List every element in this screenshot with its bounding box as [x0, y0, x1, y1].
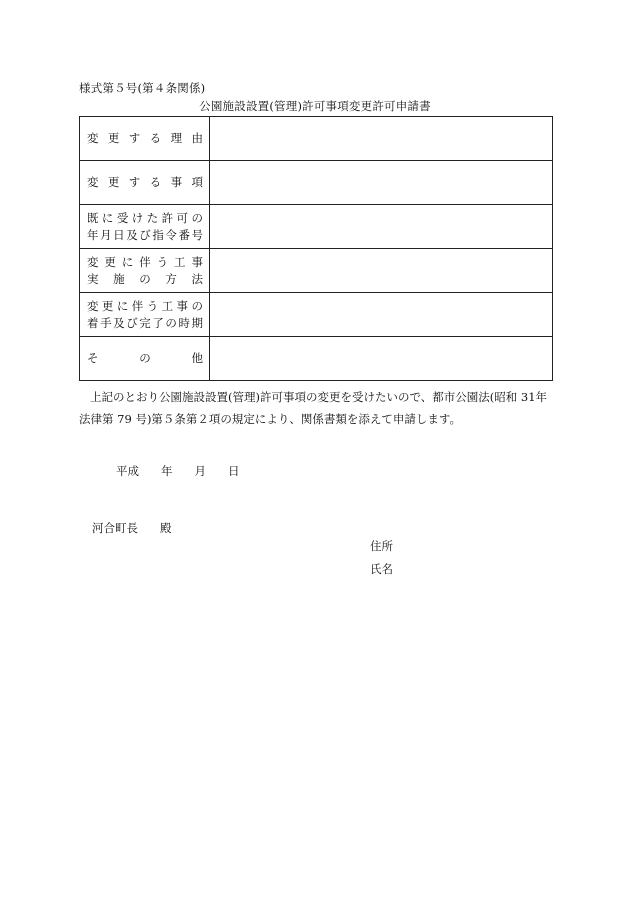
row-value-field[interactable]	[210, 161, 553, 205]
era-label: 平成	[116, 464, 139, 478]
label-char: 時	[178, 315, 190, 330]
label-char: 及	[126, 227, 138, 242]
label-char: 項	[191, 175, 203, 189]
label-char: う	[156, 254, 169, 269]
label-char: 法	[191, 271, 203, 286]
row-label	[80, 161, 210, 205]
label-char: の	[165, 315, 177, 330]
row-value-field[interactable]	[210, 337, 553, 381]
row-label	[80, 337, 210, 381]
label-char: 完	[139, 315, 151, 330]
label-char: 施	[113, 271, 125, 286]
label-char: 伴	[139, 254, 151, 269]
label-char: 変	[87, 175, 99, 189]
row-label	[80, 117, 210, 161]
addressee-name: 河合町長	[92, 521, 138, 535]
label-char: 工	[161, 298, 174, 313]
table-row	[80, 293, 553, 337]
row-value-field[interactable]	[210, 293, 553, 337]
row-value-field[interactable]	[210, 249, 553, 293]
table-row	[80, 205, 553, 249]
row-label-line	[87, 315, 209, 332]
form-number: 様式第５号(第４条関係)	[79, 81, 206, 95]
row-label-line	[87, 130, 209, 147]
label-char: す	[128, 131, 141, 145]
label-char: 更	[107, 131, 120, 145]
day-label: 日	[228, 464, 240, 478]
table-row	[80, 249, 553, 293]
label-char: 変	[87, 131, 99, 145]
label-char: び	[126, 315, 138, 330]
label-char: る	[149, 131, 162, 145]
label-char: 許	[161, 210, 174, 225]
label-char: 受	[116, 210, 129, 225]
label-char: 他	[191, 351, 203, 365]
label-char: る	[149, 175, 162, 189]
label-char: に	[101, 210, 114, 225]
document-title: 公園施設設置(管理)許可事項変更許可申請書	[199, 99, 431, 113]
label-char: の	[191, 298, 203, 313]
label-char: に	[116, 298, 129, 313]
row-value-field[interactable]	[210, 117, 553, 161]
label-char: た	[146, 210, 159, 225]
label-char: そ	[87, 351, 99, 365]
label-char: 事	[170, 175, 183, 189]
label-char: 令	[165, 227, 177, 242]
label-char: 手	[100, 315, 112, 330]
label-char: け	[131, 210, 144, 225]
addressee-honorific: 殿	[160, 521, 172, 535]
label-char: 更	[107, 175, 120, 189]
row-label-line	[87, 271, 209, 288]
table-row	[80, 161, 553, 205]
label-char: 着	[87, 315, 99, 330]
date-line	[116, 463, 262, 479]
label-char: 更	[101, 298, 114, 313]
label-char: 工	[174, 254, 186, 269]
label-char: 変	[87, 254, 99, 269]
row-label-line	[87, 227, 209, 244]
label-char: 変	[87, 298, 99, 313]
label-char: に	[121, 254, 134, 269]
addressee	[92, 520, 172, 536]
month-label: 月	[194, 464, 206, 478]
statement-text: 上記のとおり公園施設設置(管理)許可事項の変更を受けたいので、都市公園法(昭和 31年法律第 79 号)第５条第２項の規定により、関係書類を添えて申請します。	[79, 390, 548, 426]
label-char: 方	[165, 271, 177, 286]
label-char: 事	[176, 298, 189, 313]
label-char: 号	[191, 227, 203, 242]
table-row	[80, 337, 553, 381]
label-char: 月	[100, 227, 112, 242]
row-label	[80, 249, 210, 293]
label-char: 了	[152, 315, 164, 330]
label-char: 日	[113, 227, 125, 242]
address-label: 住所	[370, 539, 393, 553]
label-char: の	[191, 210, 203, 225]
row-label-line	[87, 210, 209, 227]
label-char: 由	[191, 131, 203, 145]
year-label: 年	[161, 464, 173, 478]
label-char: 番	[178, 227, 190, 242]
label-char: の	[139, 271, 151, 286]
row-label-line	[87, 174, 209, 191]
label-char: 指	[152, 227, 164, 242]
label-char: 理	[170, 131, 183, 145]
label-char: の	[139, 351, 151, 365]
label-char: う	[146, 298, 159, 313]
row-label	[80, 293, 210, 337]
label-char: 既	[87, 210, 99, 225]
application-table	[79, 116, 553, 381]
row-label	[80, 205, 210, 249]
row-value-field[interactable]	[210, 205, 553, 249]
label-char: 及	[113, 315, 125, 330]
label-char: 年	[87, 227, 99, 242]
label-char: び	[139, 227, 151, 242]
label-char: 更	[104, 254, 116, 269]
label-char: 実	[87, 271, 99, 286]
table-row	[80, 117, 553, 161]
row-label-line	[87, 254, 209, 271]
label-char: 可	[176, 210, 189, 225]
label-char: す	[128, 175, 141, 189]
row-label-line	[87, 298, 209, 315]
label-char: 伴	[131, 298, 144, 313]
label-char: 期	[191, 315, 203, 330]
applicant-name-label: 氏名	[370, 562, 393, 576]
label-char: 事	[191, 254, 203, 269]
row-label-line	[87, 350, 209, 367]
